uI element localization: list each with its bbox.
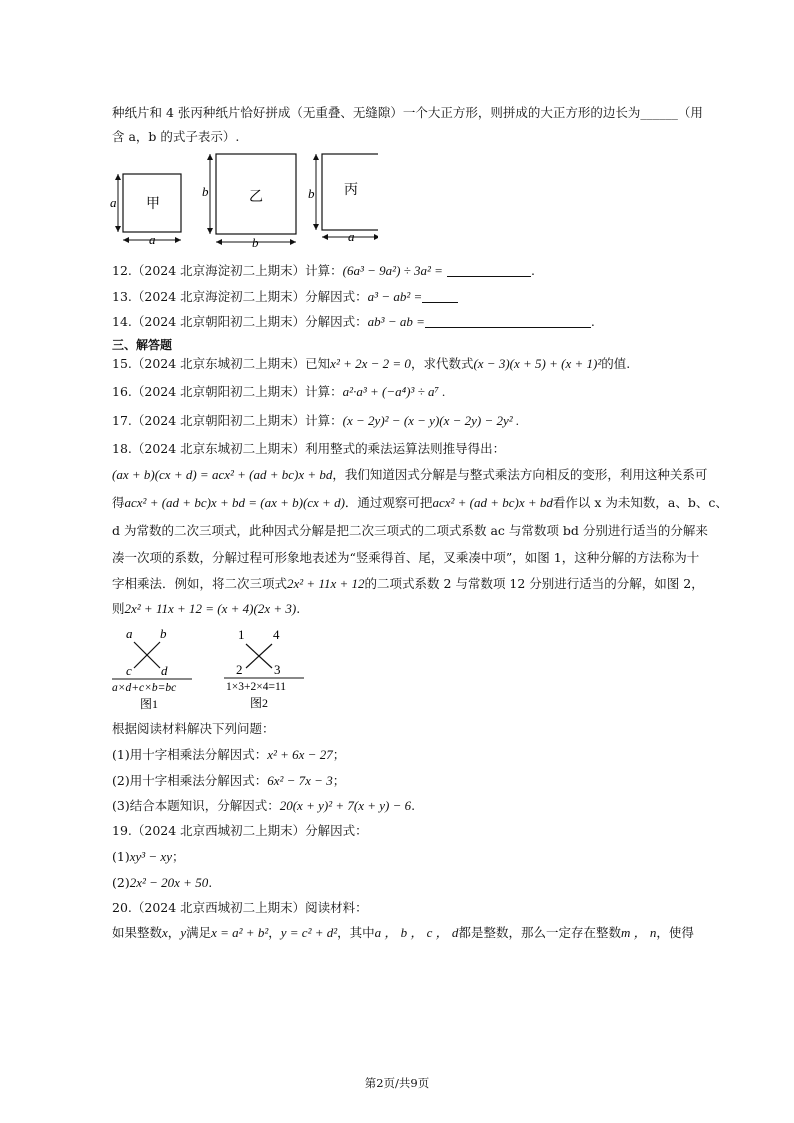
question-18-line-7 — [112, 600, 300, 618]
q18-line3-b: ．通过观察可把 — [344, 495, 433, 510]
question-18-1 — [112, 746, 345, 764]
fig2-top-right: 4 — [273, 627, 280, 642]
fig2-bottom-right: 3 — [274, 662, 281, 677]
q20-var-y: y — [180, 925, 187, 940]
fig1-top-right: b — [160, 626, 167, 641]
arrowhead — [115, 174, 121, 180]
label-bing: 丙 — [344, 183, 358, 198]
arrowhead — [115, 226, 121, 232]
answer-blank[interactable] — [447, 264, 531, 277]
q14-end: . — [590, 314, 595, 329]
q14-expr: ab³ − ab = — [367, 314, 425, 329]
read-task: 根据阅读材料解决下列问题： — [112, 721, 275, 736]
answer-blank[interactable] — [422, 290, 458, 303]
question-13 — [112, 288, 458, 306]
q18-identity: (ax + b)(cx + d) = acx² + (ad + bc)x + bd — [112, 467, 333, 482]
q20-text-g: 都是整数，那么一定存在整数 — [458, 925, 621, 940]
question-20-line-2 — [112, 924, 694, 942]
q16-expr: a²·a³ + (−a⁴)³ ÷ a⁷ . — [342, 384, 446, 399]
q18-line6-a: 字相乘法．例如，将二次三项式 — [112, 576, 288, 591]
square-figures — [108, 150, 378, 250]
q20-text-b: ， — [167, 925, 181, 940]
cross-figure-2 — [218, 624, 310, 712]
intro-line-2: 含 a，b 的式子表示）. — [112, 129, 240, 144]
fig1-top-left: a — [126, 626, 133, 641]
q13-expr: a³ − ab² = — [367, 289, 423, 304]
fig2-formula: 1×3+2×4=11 — [226, 681, 287, 693]
arrowhead — [123, 237, 129, 243]
label-jia-side: a — [110, 195, 117, 210]
q18-line6-b: 的二项式系数 2 与常数项 12 分别进行适当的分解，如图 2， — [364, 576, 704, 591]
q20-text-d: ， — [268, 925, 281, 940]
fig2-top-left: 1 — [238, 627, 245, 642]
q18-example-result: 2x² + 11x + 12 = (x + 4)(2x + 3) — [124, 601, 297, 616]
label-yi-bottom: b — [252, 235, 259, 250]
arrowhead — [313, 154, 319, 160]
q20-text-a: 如果整数 — [112, 925, 163, 940]
q18-line3-c: 看作以 x 为未知数，a、b、c、 — [552, 495, 728, 510]
q20-vars-mn: m ， n — [620, 925, 657, 940]
question-19-2 — [112, 874, 212, 892]
label-bing-bottom: a — [348, 229, 355, 244]
q17-prefix: 17.（2024 北京朝阳初二上期末）计算： — [112, 413, 343, 428]
q15-prefix: 15.（2024 北京东城初二上期末）已知 — [112, 356, 331, 371]
q19-2-label: (2) — [112, 875, 130, 890]
question-20-line-1: 20.（2024 北京西城初二上期末）阅读材料： — [112, 900, 368, 915]
q12-end: . — [530, 263, 535, 278]
q15-condition: x² + 2x − 2 = 0 — [330, 356, 411, 371]
q19-1-end: ； — [171, 849, 185, 864]
section-heading: 三、解答题 — [112, 338, 173, 352]
question-18-line-6 — [112, 575, 704, 593]
q18-3-expr: 20(x + y)² + 7(x + y) − 6 — [279, 798, 412, 813]
q15-end: 的值. — [601, 356, 631, 371]
q18-line3-a: 得 — [112, 495, 125, 510]
fig2-bottom-left: 2 — [236, 662, 243, 677]
q19-2-expr: 2x² − 20x + 50 — [129, 875, 209, 890]
fig1-caption: 图1 — [140, 697, 159, 711]
q18-1-prefix: (1)用十字相乘法分解因式： — [112, 747, 268, 762]
q15-expression: (x − 3)(x + 5) + (x + 1)² — [473, 356, 602, 371]
question-18-line-1: 18.（2024 北京东城初二上期末）利用整式的乘法运算法则推导得出： — [112, 441, 506, 456]
q18-2-end: ； — [332, 773, 346, 788]
q18-3-end: . — [411, 798, 416, 813]
question-17 — [112, 412, 519, 430]
q12-expr: (6a³ − 9a²) ÷ 3a² = — [342, 263, 443, 278]
label-yi-side: b — [202, 184, 209, 199]
question-19: 19.（2024 北京西城初二上期末）分解因式： — [112, 823, 368, 838]
q20-x-def: x = a² + b² — [211, 925, 269, 940]
question-14 — [112, 313, 595, 331]
q13-prefix: 13.（2024 北京海淀初二上期末）分解因式： — [112, 289, 368, 304]
q15-mid: ，求代数式 — [410, 356, 474, 371]
q18-example-trinomial: 2x² + 11x + 12 — [287, 576, 365, 591]
q18-factor-identity: acx² + (ad + bc)x + bd = (ax + b)(cx + d) — [124, 495, 345, 510]
q14-prefix: 14.（2024 北京朝阳初二上期末）分解因式： — [112, 314, 368, 329]
answer-blank[interactable] — [425, 315, 591, 328]
label-yi: 乙 — [249, 190, 263, 205]
question-18-line-4: d 为常数的二次三项式，此种因式分解是把二次三项式的二项式系数 ac 与常数项 bd 分别进行适当的分解来 — [112, 523, 708, 538]
q20-vars-abcd: a ， b ， c ， d — [374, 925, 459, 940]
q20-y-def: y = c² + d² — [280, 925, 338, 940]
q12-prefix: 12.（2024 北京海淀初二上期末）计算： — [112, 263, 343, 278]
question-18-line-5: 凑一次项的系数，分解过程可形象地表述为“竖乘得首、尾，叉乘凑中项”，如图 1，这种分解的方法称为十 — [112, 550, 700, 565]
q18-trinomial: acx² + (ad + bc)x + bd — [432, 495, 553, 510]
q18-line2-text: ，我们知道因式分解是与整式乘法方向相反的变形，利用这种关系可 — [332, 467, 708, 482]
arrowhead — [374, 234, 378, 240]
question-18-2 — [112, 772, 345, 790]
question-16 — [112, 383, 446, 401]
q18-1-end: ； — [332, 747, 346, 762]
label-jia-bottom: a — [149, 232, 156, 247]
label-bing-side: b — [308, 186, 315, 201]
question-15 — [112, 355, 630, 373]
q16-prefix: 16.（2024 北京朝阳初二上期末）计算： — [112, 384, 343, 399]
q20-var-x: x — [162, 925, 168, 940]
q19-1-label: (1) — [112, 849, 130, 864]
label-jia: 甲 — [146, 197, 160, 212]
q18-line7-a: 则 — [112, 601, 125, 616]
q18-line7-b: . — [296, 601, 301, 616]
cross-figure-1 — [108, 624, 198, 712]
arrowhead — [175, 237, 181, 243]
arrowhead — [322, 234, 328, 240]
q17-expr: (x − 2y)² − (x − y)(x − 2y) − 2y² . — [342, 413, 520, 428]
intro-line-1: 种纸片和 4 张丙种纸片恰好拼成（无重叠、无缝隙）一个大正方形，则拼成的大正方形的边长为______（用 — [112, 105, 703, 120]
arrowhead — [290, 239, 296, 245]
q19-1-expr: xy³ − xy — [129, 849, 172, 864]
fig2-caption: 图2 — [250, 696, 269, 710]
page-footer: 第2页/共9页 — [364, 1076, 430, 1090]
q18-1-expr: x² + 6x − 27 — [267, 747, 333, 762]
q20-text-e: ，其中 — [337, 925, 375, 940]
question-19-1 — [112, 848, 184, 866]
q18-2-prefix: (2)用十字相乘法分解因式： — [112, 773, 268, 788]
arrowhead — [313, 224, 319, 230]
q20-text-c: 满足 — [186, 925, 212, 940]
fig1-formula: a×d+c×b=bc — [112, 682, 177, 694]
arrowhead — [207, 154, 213, 160]
arrowhead — [207, 228, 213, 234]
question-18-line-3 — [112, 494, 728, 512]
q20-text-i: ，使得 — [656, 925, 694, 940]
arrowhead — [216, 239, 222, 245]
question-12 — [112, 262, 535, 280]
fig1-bottom-right: d — [161, 663, 168, 678]
question-18-line-2 — [112, 466, 707, 484]
q18-2-expr: 6x² − 7x − 3 — [267, 773, 333, 788]
q18-3-prefix: (3)结合本题知识，分解因式： — [112, 798, 280, 813]
q19-2-end: . — [208, 875, 213, 890]
question-18-3 — [112, 797, 415, 815]
fig1-bottom-left: c — [126, 663, 132, 678]
